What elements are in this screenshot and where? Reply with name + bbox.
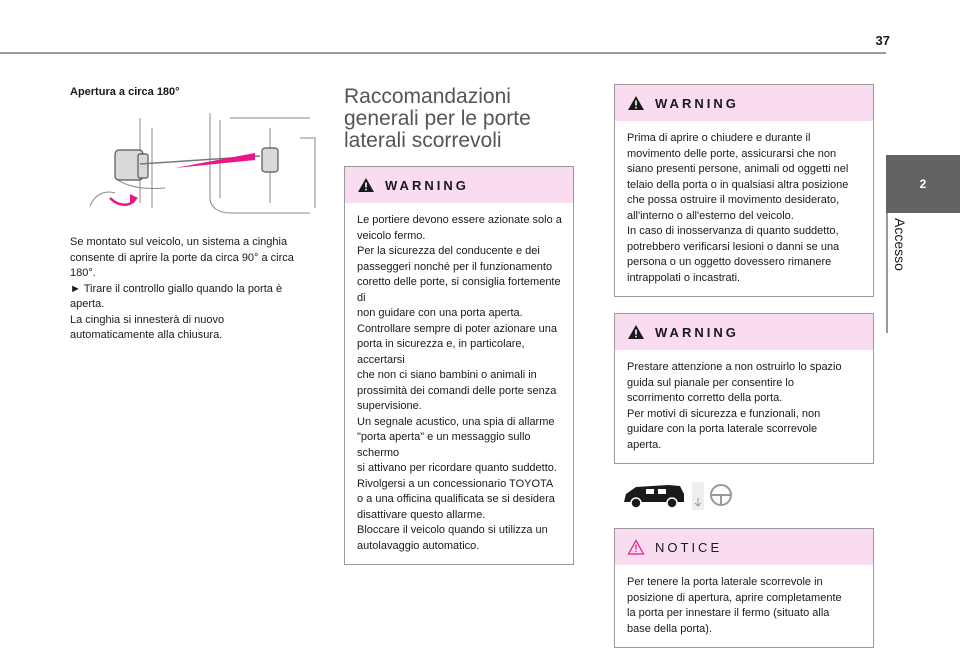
text-line: intrappolati o incastrati. — [627, 271, 741, 284]
text-line: guidare con la porta laterale scorrevole — [627, 423, 818, 435]
warning-label: WARNING — [655, 95, 739, 111]
warning-triangle-icon — [627, 324, 645, 340]
text-line: consente di aprire la porte da circa 90° a circa — [70, 251, 294, 264]
text-line: Controllare sempre di poter azionare una — [357, 322, 557, 335]
text-line: Prestare attenzione a non ostruirlo lo spazio — [627, 361, 842, 373]
text-line: movimento delle porte, assicurarsi che non — [627, 147, 837, 160]
text-line: si attivano per ricordare quanto suddetto. — [357, 462, 557, 474]
text-line: La cinghia si innesterà di nuovo — [70, 313, 225, 326]
text-line: aperta. — [70, 298, 105, 310]
text-line: che possa ostruire il movimento desiderato, — [627, 194, 840, 206]
text-line: Prima di aprire o chiudere e durante il — [627, 132, 811, 144]
text-line: In caso di inosservanza di quanto suddetto, — [627, 225, 839, 237]
text-line: o a una officina qualificata se si desidera — [357, 493, 555, 505]
text-line: posizione di apertura, aprire completamente — [627, 591, 842, 604]
text-line: scorrimento corretto della porta. — [627, 392, 783, 404]
van-icon — [622, 482, 686, 510]
warning-triangle-icon — [357, 177, 375, 193]
text-line: disattivare questo allarme. — [357, 508, 486, 521]
warning-box — [614, 84, 874, 297]
section-title — [344, 86, 574, 152]
text-line: Per la sicurezza del conducente e dei — [357, 245, 540, 257]
text-line: coretto delle porte, si consiglia fortemente di — [357, 276, 561, 304]
chapter-tab[interactable] — [886, 155, 960, 213]
notice-header — [615, 529, 873, 565]
text-line: all'interno o all'esterno del veicolo. — [627, 209, 794, 222]
door-strap-illustration — [70, 108, 320, 218]
middle-column — [344, 86, 574, 565]
text-line: aperta. — [627, 438, 662, 451]
text-line: Se montato sul veicolo, un sistema a cinghia — [70, 236, 288, 248]
text-line: Per tenere la porta laterale scorrevole in — [627, 576, 823, 588]
notice-label: NOTICE — [655, 539, 723, 555]
chapter-number: 2 — [919, 177, 927, 191]
text-line: veicolo fermo. — [357, 229, 426, 242]
vehicle-icons-row — [614, 478, 874, 514]
text-line: persona o un oggetto dovessero rimanere — [627, 256, 832, 268]
warning-header — [345, 167, 573, 203]
text-line: autolavaggio automatico. — [357, 539, 480, 552]
paragraph-strap-system — [70, 235, 320, 344]
notice-triangle-icon — [627, 539, 645, 555]
warning-label: WARNING — [385, 177, 469, 193]
title-line: laterali scorrevoli — [344, 129, 502, 152]
steering-wheel-icon — [692, 482, 736, 510]
warning-label: WARNING — [655, 324, 739, 340]
text-line: siano presenti persone, animali od oggetti nel — [627, 163, 849, 175]
left-column — [70, 86, 320, 344]
text-line: la porta per innestare il fermo (situato alla — [627, 607, 830, 619]
text-line: "porta aperta" e un messaggio sullo schermo — [357, 431, 531, 459]
text-line: supervisione. — [357, 400, 422, 412]
text-line: telaio della porta o in qualsiasi altra posizione — [627, 178, 849, 191]
section-label-container — [888, 218, 912, 328]
text-line: porta in sicurezza e, in particolare, accertarsi — [357, 338, 525, 366]
text-line: ► Tirare il controllo giallo quando la porta è — [70, 282, 283, 295]
text-line: potrebbero verificarsi lesioni o danni se una — [627, 240, 840, 253]
notice-text — [615, 565, 873, 647]
warning-header — [615, 314, 873, 350]
text-line: Bloccare il veicolo quando si utilizza un — [357, 524, 548, 536]
warning-box — [614, 313, 874, 464]
text-line: Per motivi di sicurezza e funzionali, non — [627, 407, 821, 420]
warning-box — [344, 166, 574, 565]
warning-text — [615, 121, 873, 296]
text-line: non guidare con una porta aperta. — [357, 307, 523, 319]
title-line: Raccomandazioni — [344, 85, 511, 108]
section-label: Accesso — [892, 218, 908, 271]
text-line: prossimità dei comandi delle porte senza — [357, 384, 557, 397]
text-line: guida sul pianale per consentire lo — [627, 376, 794, 389]
text-line: Le portiere devono essere azionate solo a — [357, 214, 562, 226]
text-line: automaticamente alla chiusura. — [70, 329, 223, 341]
text-line: base della porta). — [627, 622, 712, 635]
section-heading: Apertura a circa 180° — [70, 86, 180, 98]
warning-text — [615, 350, 873, 463]
text-line: 180°. — [70, 267, 96, 279]
notice-box — [614, 528, 874, 648]
text-line: Un segnale acustico, una spia di allarme — [357, 415, 555, 428]
text-line: passeggeri nonché per il funzionamento — [357, 260, 553, 273]
warning-header — [615, 85, 873, 121]
text-line: Rivolgersi a un concessionario TOYOTA — [357, 477, 554, 490]
page-number: 37 — [875, 33, 890, 48]
title-line: generali per le porte — [344, 107, 531, 130]
header-rule — [0, 52, 886, 54]
warning-triangle-icon — [627, 95, 645, 111]
right-column — [614, 84, 874, 648]
text-line: che non ci siano bambini o animali in — [357, 369, 537, 381]
warning-text — [345, 203, 573, 564]
